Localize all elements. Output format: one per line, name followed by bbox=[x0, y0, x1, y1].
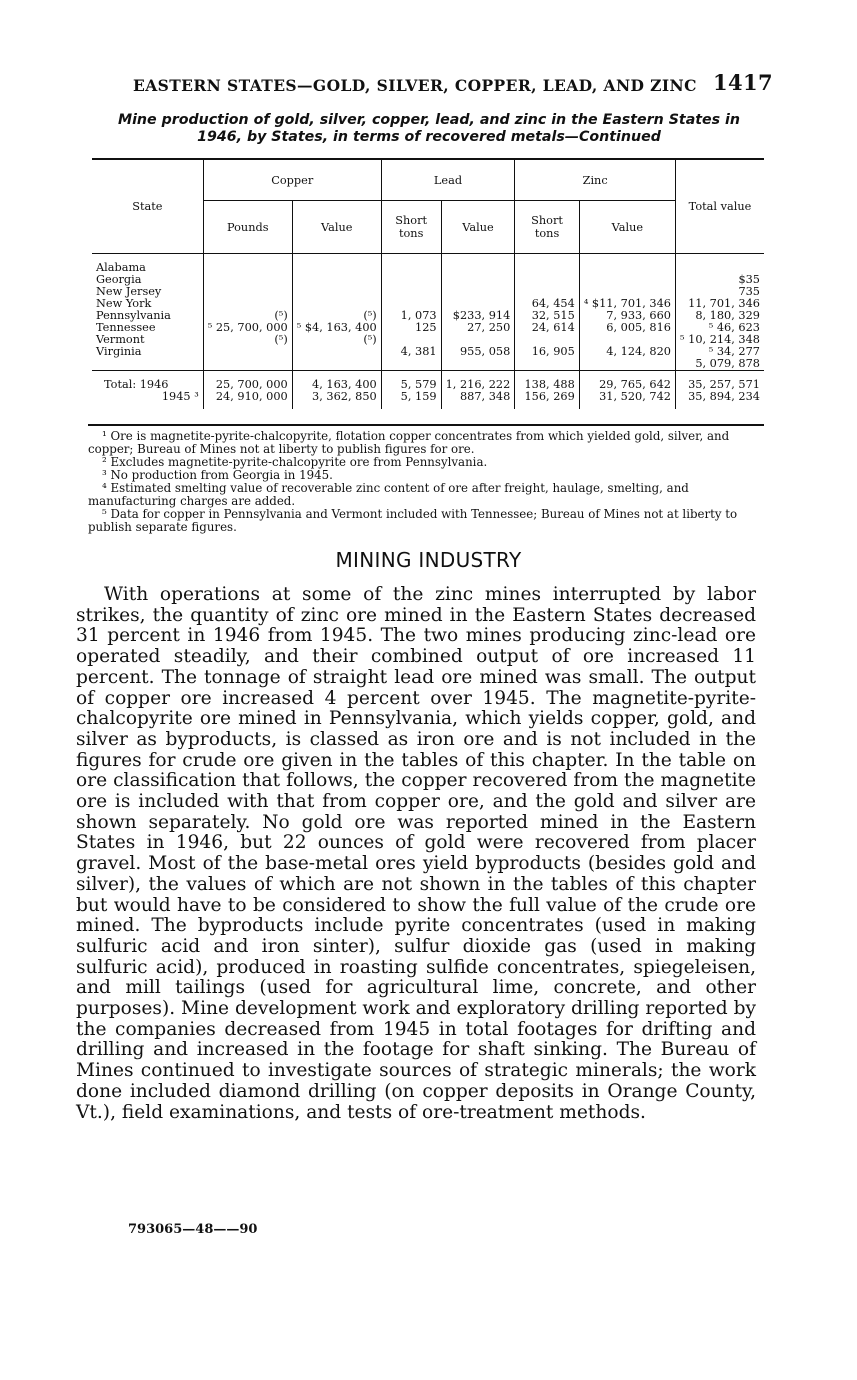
cell-zn_t: 156, 269 bbox=[515, 391, 580, 409]
cell-pb_t bbox=[381, 358, 441, 371]
col-header-lead-tons: Short tons bbox=[381, 201, 441, 254]
cell-cu_val bbox=[292, 286, 381, 298]
table-footnotes bbox=[88, 424, 768, 534]
cell-cu_val bbox=[292, 254, 381, 275]
cell-cu_lb: 25, 700, 000 bbox=[203, 371, 292, 392]
footnote-4: ⁴ Estimated smelting value of recoverable zinc content of ore after freight, haulage, smelting, and manufacturing charges are added. bbox=[88, 481, 689, 508]
production-table bbox=[92, 158, 764, 409]
cell-zn_val: 7, 933, 660 bbox=[579, 310, 675, 322]
cell-pb_val bbox=[441, 254, 515, 275]
col-header-copper-value: Value bbox=[292, 201, 381, 254]
cell-zn_val bbox=[579, 254, 675, 275]
cell-state: Georgia bbox=[96, 273, 142, 286]
cell-pb_t: 5, 159 bbox=[381, 391, 441, 409]
cell-total: ⁵ 10, 214, 348 bbox=[675, 334, 764, 346]
cell-pb_t: 5, 579 bbox=[381, 371, 441, 392]
cell-total: 35, 894, 234 bbox=[675, 391, 764, 409]
cell-zn_t: 16, 905 bbox=[515, 346, 580, 358]
footnote-2: ² Excludes magnetite-pyrite-chalcopyrite ore from Pennsylvania. bbox=[102, 455, 488, 469]
cell-pb_t bbox=[381, 286, 441, 298]
cell-cu_val: (⁵) bbox=[292, 334, 381, 346]
cell-zn_t bbox=[515, 274, 580, 286]
cell-cu_val: ⁵ $4, 163, 400 bbox=[292, 322, 381, 334]
footnote-5: ⁵ Data for copper in Pennsylvania and Vermont included with Tennessee; Bureau of Mines not at liberty to publish separate figures. bbox=[88, 507, 738, 534]
cell-cu_lb: 24, 910, 000 bbox=[203, 391, 292, 409]
cell-total: 11, 701, 346 bbox=[675, 298, 764, 310]
cell-state: Vermont bbox=[96, 333, 145, 346]
cell-zn_val: 4, 124, 820 bbox=[579, 346, 675, 358]
cell-total: 35, 257, 571 bbox=[675, 371, 764, 392]
cell-state: Alabama bbox=[96, 261, 146, 274]
cell-state: Tennessee bbox=[96, 321, 156, 334]
cell-cu_lb: (⁵) bbox=[203, 334, 292, 346]
cell-pb_val: 1, 216, 222 bbox=[441, 371, 515, 392]
cell-cu_lb bbox=[203, 358, 292, 371]
cell-cu_val: 3, 362, 850 bbox=[292, 391, 381, 409]
body-paragraph: With operations at some of the zinc mines interrupted by labor strikes, the quantity of zinc ore mined in the Eastern States decreased 31 percent in 1946 from 1945. The two mines producing zinc-lead ore operated steadily, and their combined output of ore increased 11 percent. The tonnage of straight lead ore mined was small. The output of copper ore increased 4 percent over 1945. The magnetite-pyrite-chalcopyrite ore mined in Pennsylvania, which yields copper, gold, and silver as byproducts, is classed as iron ore and is not included in the figures for crude ore given in the tables of this chapter. In the table on ore classification that follows, the copper recovered from the magnetite ore is included with that from copper ore, and the gold and silver are shown separately. No gold ore was reported mined in the Eastern States in 1946, but 22 ounces of gold were recovered from placer gravel. Most of the base-metal ores yield byproducts (besides gold and silver), the values of which are not shown in the tables of this chapter but would have to be considered to show the full value of the crude ore mined. The byproducts include pyrite concentrates (used in making sulfuric acid and iron sinter), sulfur dioxide gas (used in making sulfuric acid), produced in roasting sulfide concentrates, spiegeleisen, and mill tailings (used for agricultural lime, concrete, and other purposes). Mine development work and exploratory drilling reported by the companies decreased from 1945 in total footages for drifting and drilling and increased in the footage for shaft sinking. The Bureau of Mines continued to investigate sources of strategic minerals; the work done included diamond drilling (on copper deposits in Orange County, Vt.), field examinations, and tests of ore-treatment methods. bbox=[76, 584, 756, 1123]
cell-state: Pennsylvania bbox=[96, 309, 171, 322]
group-header-lead: Lead bbox=[381, 159, 515, 201]
cell-state: Total: 1946 bbox=[104, 378, 169, 391]
cell-cu_lb: (⁵) bbox=[203, 310, 292, 322]
cell-zn_val bbox=[579, 358, 675, 371]
table-row bbox=[92, 322, 764, 334]
cell-total: $35 bbox=[675, 274, 764, 286]
page-number: 1417 bbox=[712, 70, 773, 95]
table-body bbox=[92, 254, 764, 371]
cell-pb_t: 1, 073 bbox=[381, 310, 441, 322]
table-title: Mine production of gold, silver, copper, lead, and zinc in the Eastern States in 1946, by States, in terms of recovered metals—Continued bbox=[117, 112, 741, 145]
cell-total: 8, 180, 329 bbox=[675, 310, 764, 322]
cell-total: 735 bbox=[675, 286, 764, 298]
table-totals bbox=[92, 371, 764, 410]
cell-cu_lb bbox=[203, 254, 292, 275]
cell-zn_val bbox=[579, 274, 675, 286]
cell-cu_lb bbox=[203, 274, 292, 286]
section-title: MINING INDUSTRY bbox=[335, 548, 522, 572]
col-header-lead-value: Value bbox=[441, 201, 515, 254]
cell-total: ⁵ 34, 277 bbox=[675, 346, 764, 358]
table-row bbox=[92, 254, 764, 275]
col-header-zinc-value: Value bbox=[579, 201, 675, 254]
cell-zn_t: 32, 515 bbox=[515, 310, 580, 322]
table-row bbox=[92, 274, 764, 286]
cell-zn_t: 138, 488 bbox=[515, 371, 580, 392]
running-header bbox=[133, 70, 773, 95]
cell-cu_val: (⁵) bbox=[292, 310, 381, 322]
total-row bbox=[92, 371, 764, 392]
cell-pb_t: 4, 381 bbox=[381, 346, 441, 358]
total-row bbox=[92, 391, 764, 409]
cell-total: ⁵ 46, 623 bbox=[675, 322, 764, 334]
col-header-zinc-tons: Short tons bbox=[515, 201, 580, 254]
col-header-copper-pounds: Pounds bbox=[203, 201, 292, 254]
col-header-total: Total value bbox=[675, 159, 764, 254]
cell-total bbox=[675, 254, 764, 275]
cell-zn_t bbox=[515, 254, 580, 275]
table-row bbox=[92, 346, 764, 358]
footnote-rule bbox=[88, 424, 764, 426]
cell-state: New York bbox=[96, 297, 152, 310]
cell-zn_t: 64, 454 bbox=[515, 298, 580, 310]
cell-cu_lb bbox=[203, 346, 292, 358]
cell-pb_val: 27, 250 bbox=[441, 322, 515, 334]
group-header-zinc: Zinc bbox=[515, 159, 676, 201]
cell-pb_t bbox=[381, 274, 441, 286]
cell-state: Virginia bbox=[96, 345, 142, 358]
cell-pb_t bbox=[381, 254, 441, 275]
group-header-copper: Copper bbox=[203, 159, 381, 201]
cell-pb_val bbox=[441, 358, 515, 371]
cell-state: New Jersey bbox=[96, 285, 162, 298]
cell-cu_lb bbox=[203, 286, 292, 298]
table-row bbox=[92, 358, 764, 371]
cell-zn_val: 31, 520, 742 bbox=[579, 391, 675, 409]
cell-pb_val: 955, 058 bbox=[441, 346, 515, 358]
cell-cu_val bbox=[292, 358, 381, 371]
cell-cu_lb: ⁵ 25, 700, 000 bbox=[203, 322, 292, 334]
cell-state: 1945 ³ bbox=[161, 390, 199, 403]
footnote-3: ³ No production from Georgia in 1945. bbox=[102, 468, 333, 482]
cell-total: 5, 079, 878 bbox=[675, 358, 764, 371]
print-code: 793065—48——90 bbox=[128, 1222, 258, 1237]
cell-cu_val bbox=[292, 346, 381, 358]
cell-pb_val bbox=[441, 274, 515, 286]
col-header-state: State bbox=[92, 159, 203, 254]
cell-cu_val: 4, 163, 400 bbox=[292, 371, 381, 392]
cell-zn_val: 6, 005, 816 bbox=[579, 322, 675, 334]
running-title: EASTERN STATES—GOLD, SILVER, COPPER, LEAD, AND ZINC bbox=[133, 76, 697, 95]
cell-pb_val: $233, 914 bbox=[441, 310, 515, 322]
cell-zn_val: ⁴ $11, 701, 346 bbox=[579, 298, 675, 310]
cell-pb_val bbox=[441, 286, 515, 298]
cell-cu_val bbox=[292, 274, 381, 286]
cell-zn_t: 24, 614 bbox=[515, 322, 580, 334]
cell-pb_val: 887, 348 bbox=[441, 391, 515, 409]
footnote-1: ¹ Ore is magnetite-pyrite-chalcopyrite, flotation copper concentrates from which yielded gold, silver, and copper; Bureau of Mines not at liberty to publish figures for ore. bbox=[88, 429, 730, 456]
cell-zn_val: 29, 765, 642 bbox=[579, 371, 675, 392]
cell-zn_t bbox=[515, 358, 580, 371]
cell-pb_t: 125 bbox=[381, 322, 441, 334]
cell-state bbox=[92, 358, 203, 371]
